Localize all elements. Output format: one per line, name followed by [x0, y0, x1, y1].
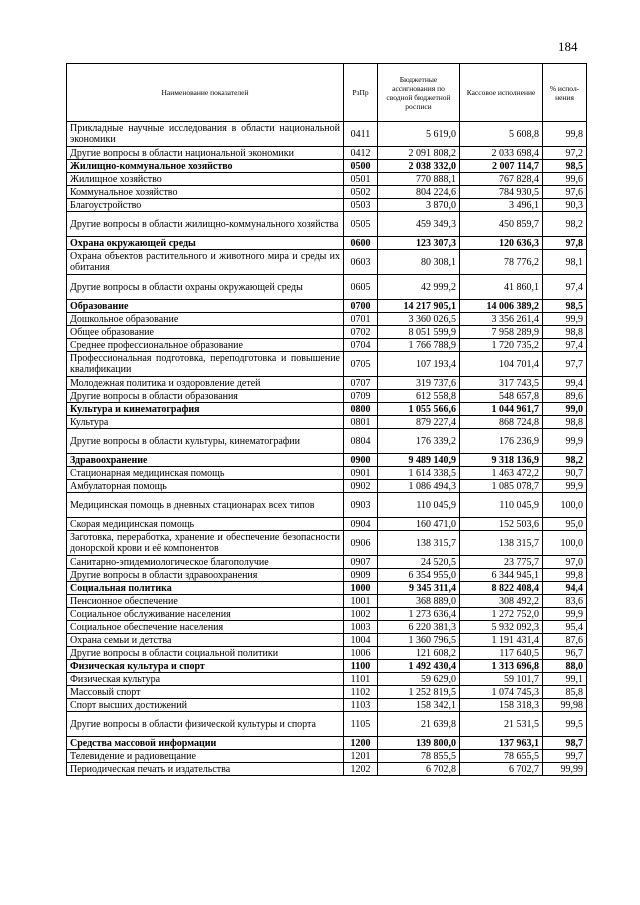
- table-row: [67, 275, 587, 300]
- cell-exec: 548 657,8: [460, 390, 543, 403]
- header-name: Наименование показателей: [67, 64, 344, 122]
- cell-plan: 6 702,8: [378, 763, 460, 776]
- cell-exec: 1 313 696,8: [460, 660, 543, 673]
- cell-pct: 97,6: [543, 186, 587, 199]
- cell-pct: 95,0: [543, 518, 587, 531]
- cell-exec: 308 492,2: [460, 595, 543, 608]
- cell-code: 0702: [344, 326, 378, 339]
- cell-name: Жилищное хозяйство: [67, 173, 344, 186]
- table-section-row: [67, 454, 587, 467]
- cell-plan: 80 308,1: [378, 250, 460, 275]
- table-row: [67, 173, 587, 186]
- cell-exec: 5 608,8: [460, 122, 543, 147]
- cell-plan: 2 091 808,2: [378, 147, 460, 160]
- cell-name: Дошкольное образование: [67, 313, 344, 326]
- cell-plan: 459 349,3: [378, 212, 460, 237]
- cell-pct: 100,0: [543, 531, 587, 556]
- table-row: [67, 467, 587, 480]
- cell-name: Охрана окружающей среды: [67, 237, 344, 250]
- table-row: [67, 569, 587, 582]
- cell-code: 0901: [344, 467, 378, 480]
- table-section-row: [67, 403, 587, 416]
- cell-plan: 14 217 905,1: [378, 300, 460, 313]
- table-row: [67, 712, 587, 737]
- cell-pct: 90,3: [543, 199, 587, 212]
- cell-plan: 1 614 338,5: [378, 467, 460, 480]
- table-row: [67, 556, 587, 569]
- cell-code: 1100: [344, 660, 378, 673]
- cell-pct: 97,4: [543, 275, 587, 300]
- cell-name: Культура и кинематография: [67, 403, 344, 416]
- table-row: [67, 250, 587, 275]
- cell-pct: 98,5: [543, 160, 587, 173]
- cell-name: Другие вопросы в области охраны окружающей среды: [67, 275, 344, 300]
- cell-name: Другие вопросы в области физической культуры и спорта: [67, 712, 344, 737]
- cell-name: Физическая культура: [67, 673, 344, 686]
- table-row: [67, 531, 587, 556]
- table-row: [67, 186, 587, 199]
- cell-code: 0707: [344, 377, 378, 390]
- cell-code: 1001: [344, 595, 378, 608]
- table-row: [67, 763, 587, 776]
- cell-exec: 137 963,1: [460, 737, 543, 750]
- table-row: [67, 621, 587, 634]
- cell-exec: 120 636,3: [460, 237, 543, 250]
- table-header-row: [67, 64, 587, 122]
- table-row: [67, 686, 587, 699]
- cell-plan: 121 608,2: [378, 647, 460, 660]
- cell-name: Культура: [67, 416, 344, 429]
- cell-pct: 98,8: [543, 326, 587, 339]
- cell-code: 1202: [344, 763, 378, 776]
- cell-name: Спорт высших достижений: [67, 699, 344, 712]
- table-row: [67, 480, 587, 493]
- cell-plan: 138 315,7: [378, 531, 460, 556]
- cell-name: Другие вопросы в области образования: [67, 390, 344, 403]
- cell-code: 1105: [344, 712, 378, 737]
- cell-name: Охрана семьи и детства: [67, 634, 344, 647]
- cell-code: 0904: [344, 518, 378, 531]
- cell-code: 1200: [344, 737, 378, 750]
- table-row: [67, 199, 587, 212]
- cell-pct: 99,99: [543, 763, 587, 776]
- cell-name: Скорая медицинская помощь: [67, 518, 344, 531]
- cell-name: Молодежная политика и оздоровление детей: [67, 377, 344, 390]
- cell-plan: 612 558,8: [378, 390, 460, 403]
- cell-pct: 98,8: [543, 416, 587, 429]
- cell-plan: 6 354 955,0: [378, 569, 460, 582]
- cell-exec: 1 272 752,0: [460, 608, 543, 621]
- cell-code: 0503: [344, 199, 378, 212]
- cell-pct: 100,0: [543, 493, 587, 518]
- page-number: 184: [558, 39, 578, 54]
- table-row: [67, 313, 587, 326]
- table-row: [67, 699, 587, 712]
- cell-pct: 97,4: [543, 339, 587, 352]
- cell-name: Заготовка, переработка, хранение и обеспечение безопасности донорской крови и её компонентов: [67, 531, 344, 556]
- cell-exec: 3 356 261,4: [460, 313, 543, 326]
- cell-name: Общее образование: [67, 326, 344, 339]
- cell-exec: 9 318 136,9: [460, 454, 543, 467]
- cell-plan: 123 307,3: [378, 237, 460, 250]
- cell-pct: 96,7: [543, 647, 587, 660]
- cell-code: 1201: [344, 750, 378, 763]
- cell-code: 1004: [344, 634, 378, 647]
- cell-pct: 99,98: [543, 699, 587, 712]
- cell-code: 0906: [344, 531, 378, 556]
- cell-name: Охрана объектов растительного и животного мира и среды их обитания: [67, 250, 344, 275]
- cell-pct: 99,6: [543, 173, 587, 186]
- cell-pct: 98,1: [543, 250, 587, 275]
- cell-pct: 83,6: [543, 595, 587, 608]
- cell-name: Физическая культура и спорт: [67, 660, 344, 673]
- table-body: [67, 122, 587, 776]
- table-row: [67, 390, 587, 403]
- cell-code: 0700: [344, 300, 378, 313]
- cell-name: Телевидение и радиовещание: [67, 750, 344, 763]
- cell-exec: 868 724,8: [460, 416, 543, 429]
- cell-name: Социальное обслуживание населения: [67, 608, 344, 621]
- cell-pct: 99,9: [543, 429, 587, 454]
- cell-code: 0411: [344, 122, 378, 147]
- cell-code: 0903: [344, 493, 378, 518]
- cell-name: Образование: [67, 300, 344, 313]
- cell-name: Социальная политика: [67, 582, 344, 595]
- table-row: [67, 750, 587, 763]
- cell-exec: 767 828,4: [460, 173, 543, 186]
- cell-plan: 176 339,2: [378, 429, 460, 454]
- cell-plan: 1 086 494,3: [378, 480, 460, 493]
- cell-exec: 6 702,7: [460, 763, 543, 776]
- cell-plan: 1 252 819,5: [378, 686, 460, 699]
- cell-exec: 450 859,7: [460, 212, 543, 237]
- cell-pct: 97,8: [543, 237, 587, 250]
- header-code: РзПр: [344, 64, 378, 122]
- cell-pct: 99,8: [543, 569, 587, 582]
- cell-name: Другие вопросы в области здравоохранения: [67, 569, 344, 582]
- cell-name: Медицинская помощь в дневных стационарах всех типов: [67, 493, 344, 518]
- table-row: [67, 339, 587, 352]
- cell-code: 0603: [344, 250, 378, 275]
- table-row: [67, 608, 587, 621]
- cell-pct: 94,4: [543, 582, 587, 595]
- cell-name: Здравоохранение: [67, 454, 344, 467]
- cell-exec: 78 776,2: [460, 250, 543, 275]
- cell-exec: 21 531,5: [460, 712, 543, 737]
- cell-plan: 59 629,0: [378, 673, 460, 686]
- table-row: [67, 416, 587, 429]
- table-section-row: [67, 160, 587, 173]
- cell-exec: 176 236,9: [460, 429, 543, 454]
- cell-pct: 88,0: [543, 660, 587, 673]
- cell-pct: 97,2: [543, 147, 587, 160]
- cell-code: 0502: [344, 186, 378, 199]
- table-row: [67, 352, 587, 377]
- cell-code: 0709: [344, 390, 378, 403]
- cell-exec: 1 074 745,3: [460, 686, 543, 699]
- cell-code: 0600: [344, 237, 378, 250]
- cell-plan: 158 342,1: [378, 699, 460, 712]
- cell-code: 1103: [344, 699, 378, 712]
- cell-exec: 5 932 092,3: [460, 621, 543, 634]
- cell-name: Другие вопросы в области культуры, кинематографии: [67, 429, 344, 454]
- table-section-row: [67, 582, 587, 595]
- table-row: [67, 147, 587, 160]
- cell-plan: 319 737,6: [378, 377, 460, 390]
- cell-plan: 879 227,4: [378, 416, 460, 429]
- table-row: [67, 634, 587, 647]
- cell-name: Амбулаторная помощь: [67, 480, 344, 493]
- cell-code: 0902: [344, 480, 378, 493]
- table-row: [67, 647, 587, 660]
- cell-plan: 107 193,4: [378, 352, 460, 377]
- cell-exec: 104 701,4: [460, 352, 543, 377]
- cell-pct: 99,9: [543, 313, 587, 326]
- cell-code: 1002: [344, 608, 378, 621]
- cell-exec: 1 720 735,2: [460, 339, 543, 352]
- cell-code: 0501: [344, 173, 378, 186]
- table-row: [67, 429, 587, 454]
- cell-pct: 99,7: [543, 750, 587, 763]
- cell-code: 0801: [344, 416, 378, 429]
- cell-plan: 368 889,0: [378, 595, 460, 608]
- cell-exec: 110 045,9: [460, 493, 543, 518]
- cell-plan: 3 870,0: [378, 199, 460, 212]
- cell-code: 0705: [344, 352, 378, 377]
- cell-plan: 24 520,5: [378, 556, 460, 569]
- cell-pct: 95,4: [543, 621, 587, 634]
- cell-plan: 2 038 332,0: [378, 160, 460, 173]
- header-pct: % испол-нения: [543, 64, 587, 122]
- cell-plan: 1 766 788,9: [378, 339, 460, 352]
- cell-pct: 89,6: [543, 390, 587, 403]
- cell-exec: 1 463 472,2: [460, 467, 543, 480]
- cell-exec: 3 496,1: [460, 199, 543, 212]
- cell-exec: 7 958 289,9: [460, 326, 543, 339]
- cell-code: 1101: [344, 673, 378, 686]
- table-section-row: [67, 660, 587, 673]
- cell-exec: 158 318,3: [460, 699, 543, 712]
- table-row: [67, 518, 587, 531]
- cell-pct: 97,7: [543, 352, 587, 377]
- table-row: [67, 326, 587, 339]
- cell-plan: 139 800,0: [378, 737, 460, 750]
- cell-pct: 99,4: [543, 377, 587, 390]
- cell-exec: 784 930,5: [460, 186, 543, 199]
- cell-code: 0500: [344, 160, 378, 173]
- cell-exec: 2 007 114,7: [460, 160, 543, 173]
- cell-name: Жилищно-коммунальное хозяйство: [67, 160, 344, 173]
- cell-code: 0800: [344, 403, 378, 416]
- cell-pct: 99,5: [543, 712, 587, 737]
- cell-name: Периодическая печать и издательства: [67, 763, 344, 776]
- header-plan: Бюджетные ассигнования по сводной бюджетной росписи: [378, 64, 460, 122]
- cell-plan: 42 999,2: [378, 275, 460, 300]
- cell-code: 0505: [344, 212, 378, 237]
- cell-pct: 98,5: [543, 300, 587, 313]
- cell-code: 1000: [344, 582, 378, 595]
- cell-code: 0900: [344, 454, 378, 467]
- cell-plan: 110 045,9: [378, 493, 460, 518]
- header-exec: Кассовое исполнение: [460, 64, 543, 122]
- cell-name: Другие вопросы в области социальной политики: [67, 647, 344, 660]
- cell-pct: 99,1: [543, 673, 587, 686]
- cell-pct: 98,2: [543, 212, 587, 237]
- cell-code: 1006: [344, 647, 378, 660]
- cell-pct: 98,7: [543, 737, 587, 750]
- cell-code: 0804: [344, 429, 378, 454]
- cell-pct: 99,9: [543, 480, 587, 493]
- cell-exec: 317 743,5: [460, 377, 543, 390]
- cell-exec: 1 085 078,7: [460, 480, 543, 493]
- cell-code: 0412: [344, 147, 378, 160]
- table-row: [67, 212, 587, 237]
- cell-name: Социальное обеспечение населения: [67, 621, 344, 634]
- cell-plan: 3 360 026,5: [378, 313, 460, 326]
- cell-plan: 8 051 599,9: [378, 326, 460, 339]
- cell-name: Массовый спорт: [67, 686, 344, 699]
- cell-code: 0909: [344, 569, 378, 582]
- cell-pct: 98,2: [543, 454, 587, 467]
- table-row: [67, 122, 587, 147]
- cell-code: 0605: [344, 275, 378, 300]
- cell-name: Санитарно-эпидемиологическое благополучие: [67, 556, 344, 569]
- cell-code: 1003: [344, 621, 378, 634]
- cell-exec: 117 640,5: [460, 647, 543, 660]
- cell-pct: 87,6: [543, 634, 587, 647]
- cell-plan: 1 492 430,4: [378, 660, 460, 673]
- cell-exec: 138 315,7: [460, 531, 543, 556]
- cell-exec: 23 775,7: [460, 556, 543, 569]
- cell-exec: 59 101,7: [460, 673, 543, 686]
- cell-exec: 6 344 945,1: [460, 569, 543, 582]
- cell-name: Благоустройство: [67, 199, 344, 212]
- cell-code: 0704: [344, 339, 378, 352]
- cell-pct: 99,0: [543, 403, 587, 416]
- cell-exec: 41 860,1: [460, 275, 543, 300]
- cell-plan: 804 224,6: [378, 186, 460, 199]
- cell-exec: 1 191 431,4: [460, 634, 543, 647]
- cell-code: 0907: [344, 556, 378, 569]
- cell-plan: 160 471,0: [378, 518, 460, 531]
- budget-execution-table: [66, 63, 587, 776]
- cell-name: Средства массовой информации: [67, 737, 344, 750]
- cell-name: Прикладные научные исследования в области национальной экономики: [67, 122, 344, 147]
- cell-plan: 78 855,5: [378, 750, 460, 763]
- table-section-row: [67, 737, 587, 750]
- cell-name: Профессиональная подготовка, переподготовка и повышение квалификации: [67, 352, 344, 377]
- cell-exec: 152 503,6: [460, 518, 543, 531]
- cell-exec: 2 033 698,4: [460, 147, 543, 160]
- cell-exec: 14 006 389,2: [460, 300, 543, 313]
- cell-name: Пенсионное обеспечение: [67, 595, 344, 608]
- cell-plan: 6 220 381,3: [378, 621, 460, 634]
- cell-plan: 9 489 140,9: [378, 454, 460, 467]
- table-row: [67, 673, 587, 686]
- cell-code: 1102: [344, 686, 378, 699]
- cell-plan: 1 360 796,5: [378, 634, 460, 647]
- cell-exec: 8 822 408,4: [460, 582, 543, 595]
- cell-pct: 97,0: [543, 556, 587, 569]
- cell-name: Среднее профессиональное образование: [67, 339, 344, 352]
- table-section-row: [67, 237, 587, 250]
- cell-name: Другие вопросы в области национальной экономики: [67, 147, 344, 160]
- cell-pct: 99,8: [543, 122, 587, 147]
- table-row: [67, 493, 587, 518]
- cell-name: Другие вопросы в области жилищно-коммунального хозяйства: [67, 212, 344, 237]
- cell-exec: 1 044 961,7: [460, 403, 543, 416]
- table-row: [67, 595, 587, 608]
- cell-plan: 770 888,1: [378, 173, 460, 186]
- cell-pct: 85,8: [543, 686, 587, 699]
- cell-plan: 21 639,8: [378, 712, 460, 737]
- cell-plan: 9 345 311,4: [378, 582, 460, 595]
- cell-plan: 5 619,0: [378, 122, 460, 147]
- cell-exec: 78 655,5: [460, 750, 543, 763]
- cell-name: Коммунальное хозяйство: [67, 186, 344, 199]
- cell-plan: 1 055 566,6: [378, 403, 460, 416]
- cell-pct: 90,7: [543, 467, 587, 480]
- cell-pct: 99,9: [543, 608, 587, 621]
- table-section-row: [67, 300, 587, 313]
- cell-code: 0701: [344, 313, 378, 326]
- table-row: [67, 377, 587, 390]
- cell-name: Стационарная медицинская помощь: [67, 467, 344, 480]
- cell-plan: 1 273 636,4: [378, 608, 460, 621]
